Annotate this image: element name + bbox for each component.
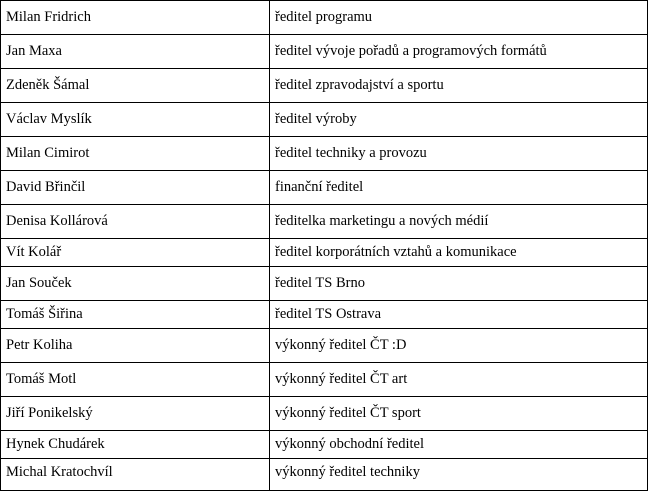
name-cell xyxy=(1,459,270,491)
person-name: Milan Fridrich xyxy=(6,9,91,25)
person-name: Jan Maxa xyxy=(6,43,62,59)
table-row xyxy=(1,239,648,267)
person-role: ředitel techniky a provozu xyxy=(275,145,427,161)
name-cell xyxy=(1,69,270,103)
person-role: ředitel TS Brno xyxy=(275,275,365,291)
person-role: ředitelka marketingu a nových médií xyxy=(275,213,489,229)
role-cell xyxy=(270,103,648,137)
name-cell xyxy=(1,137,270,171)
person-role: finanční ředitel xyxy=(275,179,364,195)
role-cell xyxy=(270,69,648,103)
role-cell xyxy=(270,397,648,431)
table-row xyxy=(1,363,648,397)
role-cell xyxy=(270,267,648,301)
name-cell xyxy=(1,329,270,363)
table-row xyxy=(1,35,648,69)
person-role: ředitel korporátních vztahů a komunikace xyxy=(275,244,517,260)
person-name: David Břinčil xyxy=(6,179,86,195)
role-cell xyxy=(270,205,648,239)
person-name: Zdeněk Šámal xyxy=(6,77,90,93)
person-role: ředitel vývoje pořadů a programových formátů xyxy=(275,43,547,59)
table-row xyxy=(1,301,648,329)
table-row xyxy=(1,267,648,301)
table-row xyxy=(1,431,648,459)
role-cell xyxy=(270,363,648,397)
name-cell xyxy=(1,103,270,137)
table-row xyxy=(1,205,648,239)
role-cell xyxy=(270,431,648,459)
person-role: výkonný ředitel techniky xyxy=(275,464,420,480)
name-cell xyxy=(1,431,270,459)
name-cell xyxy=(1,205,270,239)
name-cell xyxy=(1,239,270,267)
name-cell xyxy=(1,1,270,35)
person-name: Václav Myslík xyxy=(6,111,92,127)
role-cell xyxy=(270,301,648,329)
table-row xyxy=(1,459,648,491)
role-cell xyxy=(270,1,648,35)
person-role: výkonný ředitel ČT sport xyxy=(275,405,421,421)
table-row xyxy=(1,329,648,363)
table-row xyxy=(1,397,648,431)
table-row xyxy=(1,171,648,205)
person-role: ředitel programu xyxy=(275,9,373,25)
person-role: ředitel zpravodajství a sportu xyxy=(275,77,444,93)
person-role: výkonný obchodní ředitel xyxy=(275,436,425,452)
person-name: Jiří Ponikelský xyxy=(6,405,93,421)
person-name: Tomáš Motl xyxy=(6,371,77,387)
table-row xyxy=(1,1,648,35)
role-cell xyxy=(270,459,648,491)
name-cell xyxy=(1,301,270,329)
table-row xyxy=(1,69,648,103)
name-cell xyxy=(1,363,270,397)
role-cell xyxy=(270,171,648,205)
person-name: Vít Kolář xyxy=(6,244,62,260)
person-role: výkonný ředitel ČT :D xyxy=(275,337,407,353)
person-role: ředitel TS Ostrava xyxy=(275,306,382,322)
name-cell xyxy=(1,35,270,69)
role-cell xyxy=(270,329,648,363)
person-name: Michal Kratochvíl xyxy=(6,464,113,480)
person-name: Petr Koliha xyxy=(6,337,73,353)
name-cell xyxy=(1,267,270,301)
role-cell xyxy=(270,35,648,69)
person-name: Hynek Chudárek xyxy=(6,436,105,452)
role-cell xyxy=(270,137,648,171)
table-row xyxy=(1,103,648,137)
person-name: Jan Souček xyxy=(6,275,72,291)
name-cell xyxy=(1,171,270,205)
person-name: Milan Cimirot xyxy=(6,145,90,161)
person-name: Tomáš Šiřina xyxy=(6,306,83,322)
table-row xyxy=(1,137,648,171)
role-cell xyxy=(270,239,648,267)
person-name: Denisa Kollárová xyxy=(6,213,108,229)
person-role: ředitel výroby xyxy=(275,111,357,127)
name-cell xyxy=(1,397,270,431)
person-role: výkonný ředitel ČT art xyxy=(275,371,408,387)
